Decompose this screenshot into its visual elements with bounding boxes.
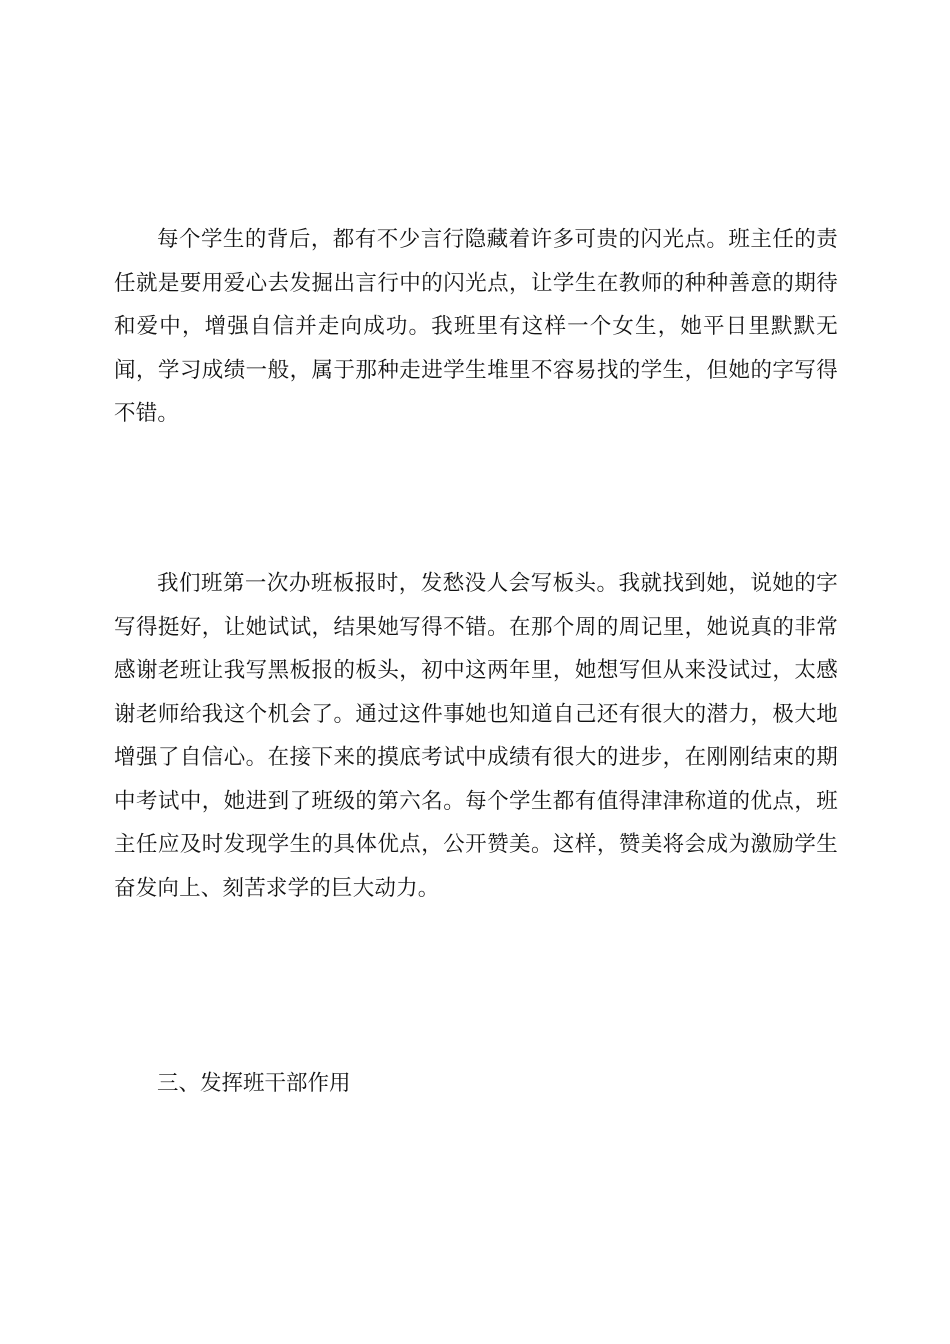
paragraph-2: 我们班第一次办班板报时，发愁没人会写板头。我就找到她，说她的字写得挺好，让她试试，结果她写得不错。在那个周的周记里，她说真的非常感谢老班让我写黑板报的板头，初中这两年里，她想写但从来没试过，太感谢老师给我这个机会了。通过这件事她也知道自己还有很大的潜力，极大地增强了自信心。在接下来的摸底考试中成绩有很大的进步，在刚刚结束的期中考试中，她进到了班级的第六名。每个学生都有值得津津称道的优点，班主任应及时发现学生的具体优点，公开赞美。这样，赞美将会成为激励学生奋发向上、刻苦求学的巨大动力。 (114, 571, 838, 901)
paragraph-1: 每个学生的背后，都有不少言行隐藏着许多可贵的闪光点。班主任的责任就是要用爱心去发掘出言行中的闪光点，让学生在教师的种种善意的期待和爱中，增强自信并走向成功。我班里有这样一个女生，她平日里默默无闻，学习成绩一般，属于那种走进学生堆里不容易找的学生，但她的字写得不错。 (114, 227, 838, 426)
section-heading: 三、发挥班干部作用 (157, 1071, 351, 1096)
